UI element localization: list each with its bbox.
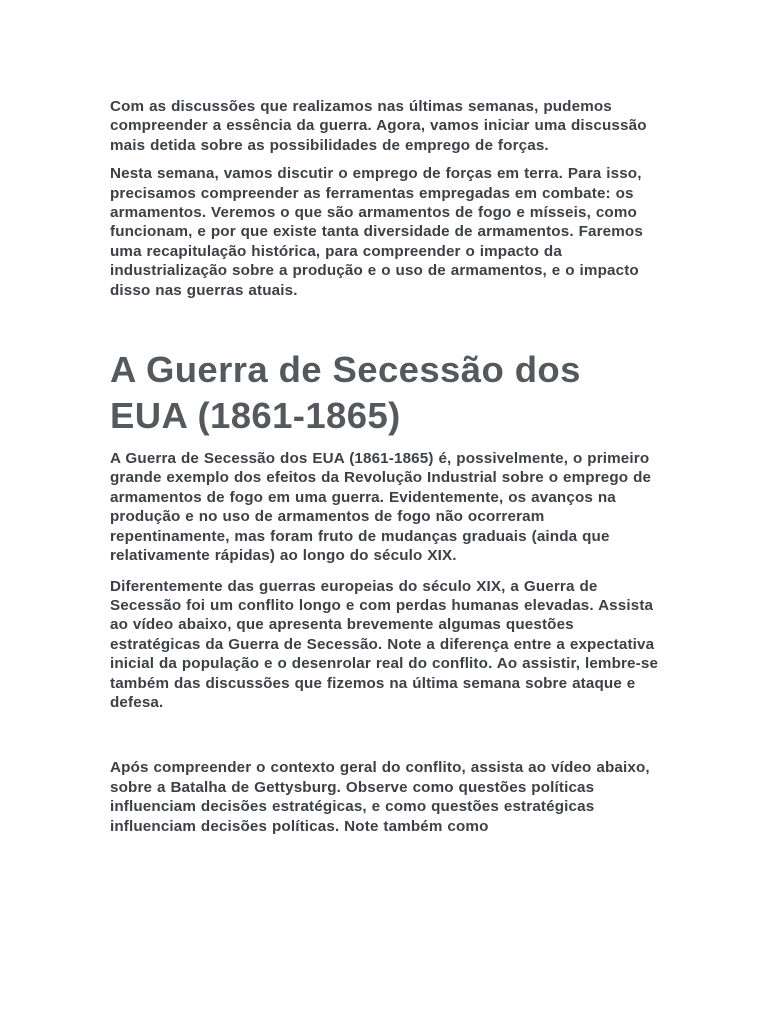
intro-paragraph-2: Nesta semana, vamos discutir o emprego de forças em terra. Para isso, precisamos compreender as ferramentas empregadas em combate: os armamentos. Veremos o que são armamentos de fogo e mísseis, como funcionam, e por que existe tanta diversidade de armamentos. Faremos uma recapitulação histórica, para compreender o impacto da industrialização sobre a produção e o uso de armamentos, e o impacto disso nas guerras atuais. (110, 165, 643, 299)
intro-paragraph-1: Com as discussões que realizamos nas últimas semanas, pudemos compreender a essência da guerra. Agora, vamos iniciar uma discussão mais detida sobre as possibilidades de emprego de forças. (110, 98, 647, 154)
document-page (110, 97, 662, 836)
section-heading: A Guerra de Secessão dos EUA (1861-1865) (110, 349, 581, 437)
section-paragraph-1: A Guerra de Secessão dos EUA (1861-1865) é, possivelmente, o primeiro grande exemplo dos efeitos da Revolução Industrial sobre o emprego de armamentos de fogo em uma guerra. Evidentemente, os avanços na produção e no uso de armamentos de fogo não ocorreram repentinamente, mas foram fruto de mudanças graduais (ainda que relativamente rápidas) ao longo do século XIX. (110, 450, 652, 565)
section-paragraph-2: Diferentemente das guerras europeias do século XIX, a Guerra de Secessão foi um conflito longo e com perdas humanas elevadas. Assista ao vídeo abaixo, que apresenta brevemente algumas questões estratégicas da Guerra de Secessão. Note a diferença entre a expectativa inicial da população e o desenrolar real do conflito. Ao assistir, lembre-se também das discussões que fizemos na última semana sobre ataque e defesa. (110, 577, 659, 711)
section-paragraph-3: Após compreender o contexto geral do conflito, assista ao vídeo abaixo, sobre a Batalha de Gettysburg. Observe como questões políticas influenciam decisões estratégicas, e como questões estratégicas influenciam decisões políticas. Note também como (110, 759, 650, 835)
